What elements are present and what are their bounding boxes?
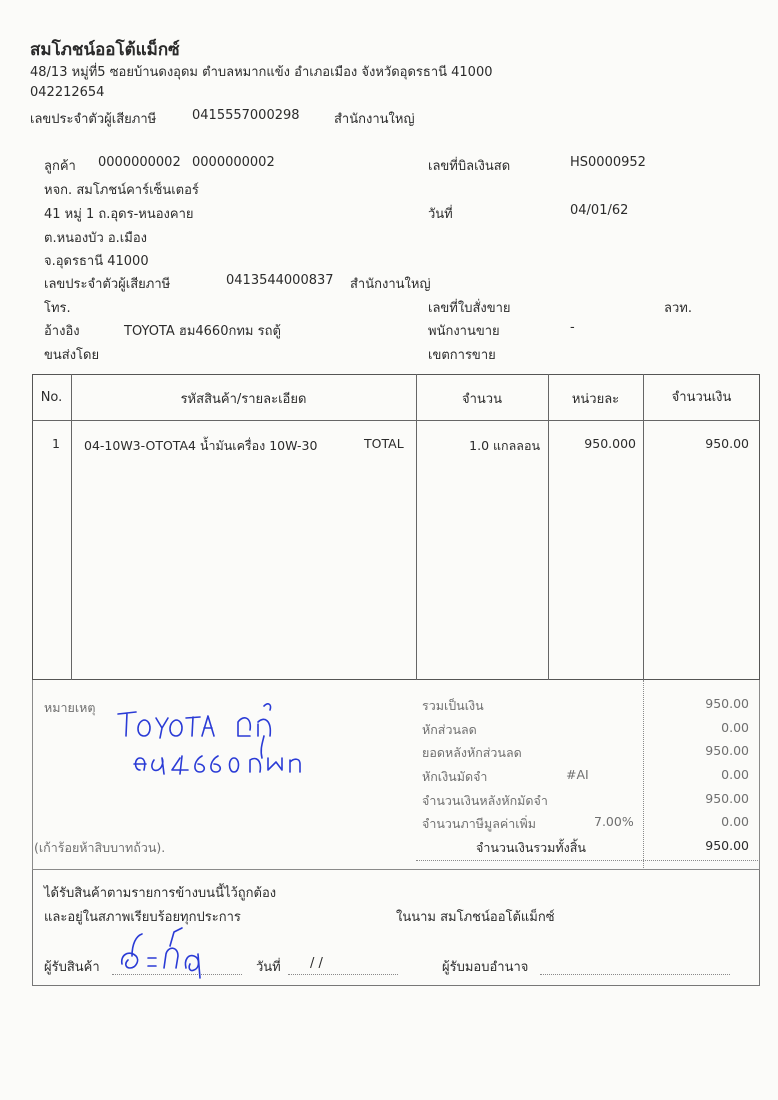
header-description: รหัสสินค้า/รายละเอียด: [180, 392, 307, 407]
row-unit-price: 950.000: [584, 436, 636, 451]
phone-label: โทร.: [44, 301, 71, 316]
customer-code-2: 0000000002: [192, 155, 275, 170]
deposit-value: 0.00: [721, 767, 749, 782]
reference-value: TOYOTA ฮม4660กทม รถตู้: [124, 324, 281, 339]
subtotal-label: รวมเป็นเงิน: [422, 698, 484, 713]
date-signature-line: [288, 974, 398, 975]
remark-label: หมายเหตุ: [44, 700, 96, 715]
table-col-divider: [643, 374, 644, 680]
received-line-1: ได้รับสินค้าตามรายการข้างบนนี้ไว้ถูกต้อง: [44, 886, 277, 901]
after-discount-value: 950.00: [705, 743, 749, 758]
vat-value: 0.00: [721, 814, 749, 829]
table-col-divider: [548, 374, 549, 680]
authorized-signature-line: [540, 974, 730, 975]
salesperson-value: -: [570, 320, 575, 335]
company-phone: 042212654: [30, 85, 105, 100]
handwritten-note: [110, 700, 310, 790]
company-branch: สำนักงานใหญ่: [334, 112, 415, 127]
received-line-2: และอยู่ในสภาพเรียบร้อยทุกประการ: [44, 910, 241, 925]
subtotal-value: 950.00: [705, 696, 749, 711]
row-code-description: 04-10W3-OTOTA4 น้ำมันเครื่อง 10W-30: [84, 438, 318, 453]
table-header-divider: [32, 420, 760, 421]
company-name: สมโภชน์ออโต้แม็กซ์: [30, 40, 180, 60]
customer-branch: สำนักงานใหญ่: [350, 277, 431, 292]
receiver-label: ผู้รับสินค้า: [44, 960, 100, 975]
reference-label: อ้างอิง: [44, 324, 80, 339]
grand-total-label: จำนวนเงินรวมทั้งสิ้น: [476, 840, 586, 855]
row-amount: 950.00: [705, 436, 749, 451]
sales-area-label: เขตการขาย: [428, 348, 496, 363]
order-no-value: ลวท.: [664, 301, 692, 316]
after-deposit-value: 950.00: [705, 791, 749, 806]
table-col-divider: [71, 374, 72, 680]
bill-no: HS0000952: [570, 155, 646, 170]
discount-value: 0.00: [721, 720, 749, 735]
shipping-label: ขนส่งโดย: [44, 348, 100, 363]
receiver-signature: [112, 924, 222, 984]
grand-total-value: 950.00: [705, 838, 749, 853]
company-tax-id: 0415557000298: [192, 108, 300, 123]
company-tax-id-label: เลขประจำตัวผู้เสียภาษี: [30, 112, 157, 127]
row-no: 1: [52, 436, 60, 451]
discount-label: หักส่วนลด: [422, 722, 477, 737]
header-no: No.: [40, 390, 63, 405]
date-label: วันที่: [428, 207, 453, 222]
after-deposit-label: จำนวนเงินหลังหักมัดจำ: [422, 793, 548, 808]
customer-name: หจก. สมโภชน์คาร์เซ็นเตอร์: [44, 183, 199, 198]
row-quantity: 1.0 แกลลอน: [469, 438, 540, 453]
amount-in-words: (เก้าร้อยห้าสิบบาทถ้วน).: [34, 840, 166, 855]
customer-label: ลูกค้า: [44, 159, 76, 174]
vat-rate: 7.00%: [594, 814, 634, 829]
header-unit-price: หน่วยละ: [571, 392, 620, 407]
authorized-label: ผู้รับมอบอำนาจ: [442, 960, 529, 975]
customer-tax-id: 0413544000837: [226, 273, 334, 288]
document-date: 04/01/62: [570, 203, 629, 218]
order-no-label: เลขที่ใบสั่งขาย: [428, 301, 511, 316]
customer-code-1: 0000000002: [98, 155, 181, 170]
table-col-divider: [416, 374, 417, 680]
customer-address-2: ต.หนองบัว อ.เมือง: [44, 231, 147, 246]
receiver-date-blank: / /: [310, 956, 323, 971]
receiver-date-label: วันที่: [256, 960, 281, 975]
salesperson-label: พนักงานขาย: [428, 324, 500, 339]
after-discount-label: ยอดหลังหักส่วนลด: [422, 745, 522, 760]
header-amount: จำนวนเงิน: [671, 390, 732, 405]
vat-label: จำนวนภาษีมูลค่าเพิ่ม: [422, 816, 536, 831]
on-behalf-text: ในนาม สมโภชน์ออโต้แม็กซ์: [396, 910, 555, 925]
company-address: 48/13 หมู่ที่5 ซอยบ้านดงอุดม ตำบลหมากแข้ง อำเภอเมือง จังหวัดอุดรธานี 41000: [30, 65, 493, 80]
customer-address-1: 41 หมู่ 1 ถ.อุดร-หนองคาย: [44, 207, 194, 222]
deposit-label: หักเงินมัดจำ: [422, 769, 488, 784]
customer-tax-id-label: เลขประจำตัวผู้เสียภาษี: [44, 277, 171, 292]
deposit-code: #AI: [566, 767, 589, 782]
row-brand: TOTAL: [364, 436, 404, 451]
customer-address-3: จ.อุดรธานี 41000: [44, 254, 149, 269]
header-quantity: จำนวน: [462, 392, 502, 407]
grand-total-divider: [416, 860, 760, 861]
bill-no-label: เลขที่บิลเงินสด: [428, 159, 511, 174]
